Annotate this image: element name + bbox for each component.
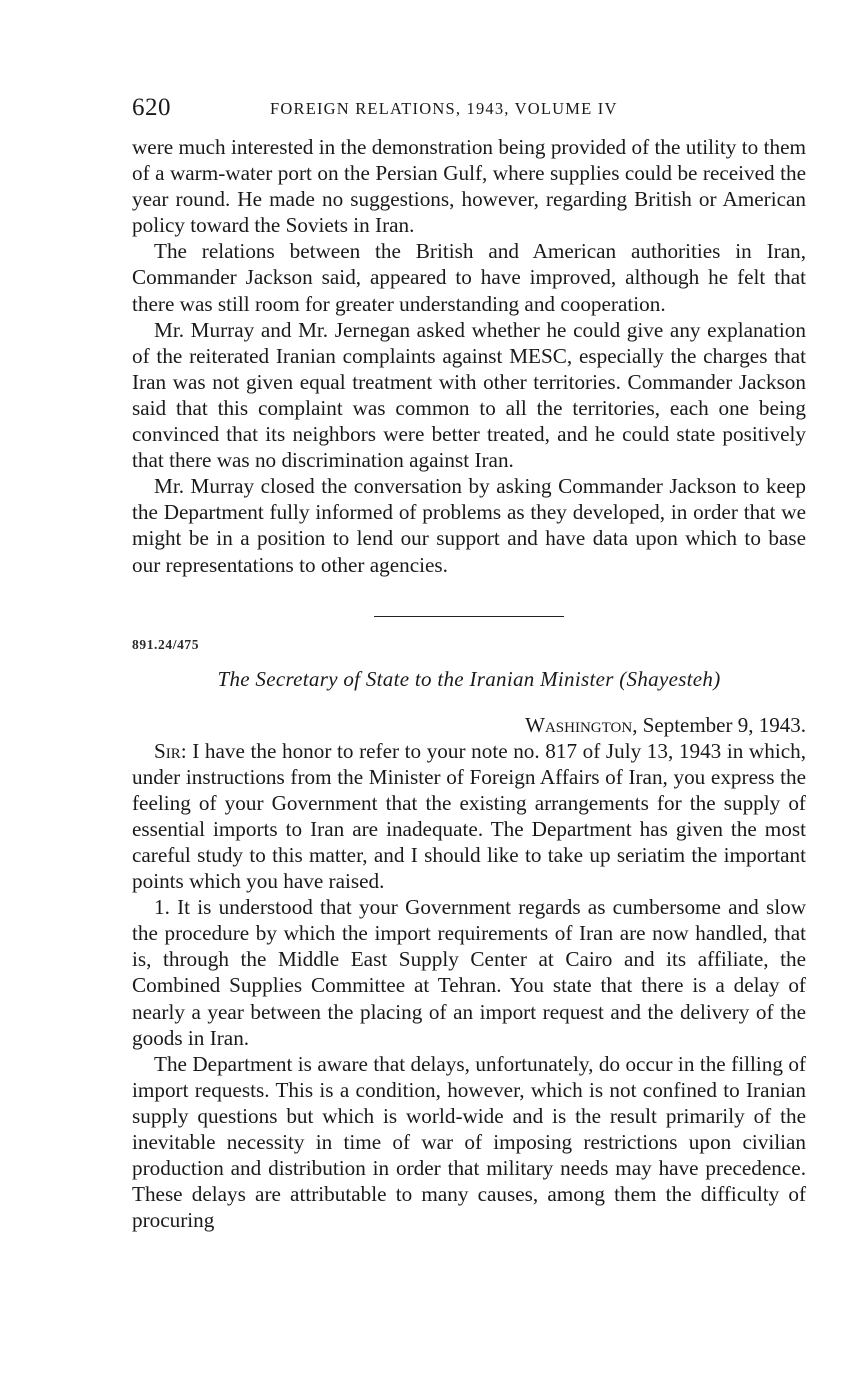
paragraph: 1. It is understood that your Government regards as cumbersome and slow the procedure by which the import requirements of Iran are now handled, that is, through the Middle East Supply Center at Cairo and its affiliate, the Combined Supplies Committee at Tehran. You state that there is a delay of nearly a year between the placing of an import request and the delivery of the goods in Iran.: [132, 895, 806, 1050]
opening-text: : I have the honor to refer to your note no. 817 of July 13, 1943 in which, under instructions from the Minister of Foreign Affairs of Iran, you express the feeling of your Government that the existing arrangements for the supply of essential imports to Iran are inadequate. The Department has given the most careful study to this matter, and I should like to take up seriatim the important points which you have raised.: [132, 738, 806, 894]
document-title: [132, 667, 806, 692]
document-title-prefix: The Secretary of State to the Iranian Minister (: [217, 666, 627, 691]
dateline-place: Washington: [525, 712, 633, 737]
paragraph: The relations between the British and American authorities in Iran, Commander Jackson said, appeared to have improved, although he felt that there was still room for greater understanding and cooperation.: [132, 239, 806, 316]
running-header: [132, 92, 806, 128]
dateline: [132, 712, 806, 738]
document-title-suffix: ): [713, 666, 721, 691]
document-page: [132, 92, 806, 1233]
letter-body: [132, 738, 806, 1234]
conversation-memo-continuation: [132, 134, 806, 578]
paragraph: Mr. Murray and Mr. Jernegan asked whether he could give any explanation of the reiterated Iranian complaints against MESC, especially the charges that Iran was not given equal treatment with other territories. Commander Jackson said that this complaint was common to all the territories, each one being convinced that its neighbors were better treated, and he could state positively that there was no discrimination against Iran.: [132, 317, 806, 473]
file-number: 891.24/475: [132, 636, 200, 652]
paragraph: Mr. Murray closed the conversation by asking Commander Jackson to keep the Department fully informed of problems as they developed, in order that we might be in a position to lend our support and have data upon which to base our representations to other agencies.: [132, 474, 806, 577]
document-title-name: Shayesteh: [626, 666, 714, 691]
letter-opening: [132, 738, 806, 895]
dateline-date: , September 9, 1943.: [632, 712, 806, 737]
section-divider: [374, 616, 564, 617]
page-number: 620: [132, 94, 171, 121]
paragraph: The Department is aware that delays, unfortunately, do occur in the filling of import requests. This is a condition, however, which is not confined to Iranian supply questions but which is world-wide and is the result primarily of the inevitable necessity in time of war of imposing restrictions upon civilian production and distribution in order that military needs may have precedence. These delays are attributable to many causes, among them the difficulty of procuring: [132, 1051, 806, 1233]
salutation: Sir: [154, 738, 181, 763]
running-title: FOREIGN RELATIONS, 1943, VOLUME IV: [270, 99, 618, 118]
paragraph: were much interested in the demonstration being provided of the utility to them of a warm-water port on the Persian Gulf, where supplies could be received the year round. He made no suggestions, however, regarding British or American policy toward the Soviets in Iran.: [132, 135, 806, 238]
